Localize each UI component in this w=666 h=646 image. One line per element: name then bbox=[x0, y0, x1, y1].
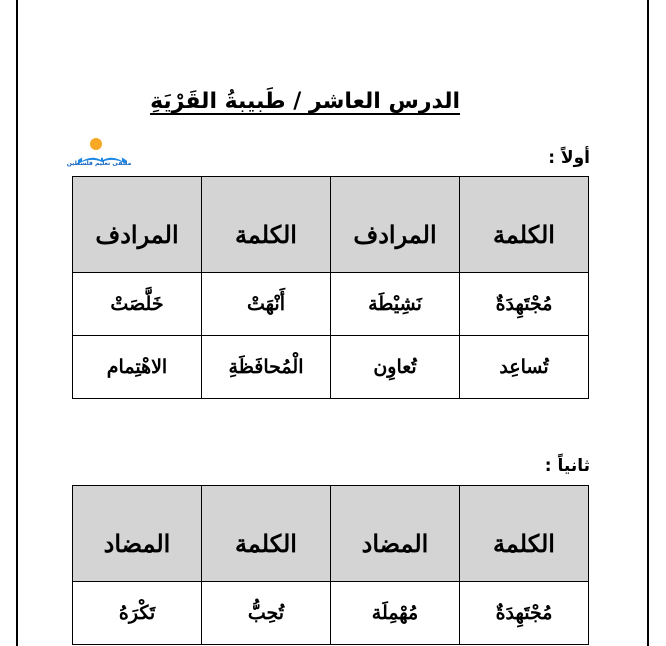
logo-book-icon bbox=[68, 134, 138, 174]
table-cell: نَشِيْطَة bbox=[331, 273, 460, 336]
table-cell: تَكْرَهُ bbox=[73, 582, 202, 645]
table-cell: تُساعِد bbox=[460, 336, 589, 399]
antonyms-table bbox=[72, 485, 589, 645]
synonyms-table bbox=[72, 176, 589, 399]
header-cell: المرادف bbox=[331, 177, 460, 273]
page-right-border bbox=[647, 0, 649, 646]
logo-sun-icon bbox=[90, 138, 102, 150]
table-header-row bbox=[73, 177, 589, 273]
table-row bbox=[73, 582, 589, 645]
header-cell: المضاد bbox=[331, 486, 460, 582]
table-header-row bbox=[73, 486, 589, 582]
logo bbox=[68, 134, 138, 174]
lesson-title-text: الدرس العاشر / طَبيبةُ القَرْيَةِ bbox=[150, 89, 460, 114]
table-cell: مُجْتَهِدَةٌ bbox=[460, 273, 589, 336]
header-cell: الكلمة bbox=[202, 486, 331, 582]
header-cell: الكلمة bbox=[460, 486, 589, 582]
section-1-label: أولاً : bbox=[548, 148, 590, 168]
logo-caption: ملتقى تعليم فلسطين bbox=[66, 160, 132, 167]
table-cell: أَنْهَتْ bbox=[202, 273, 331, 336]
header-cell: المرادف bbox=[73, 177, 202, 273]
table-cell: تُحِبُّ bbox=[202, 582, 331, 645]
table-row bbox=[73, 336, 589, 399]
table-cell: مُجْتَهِدَةٌ bbox=[460, 582, 589, 645]
table-cell: تُعاوِن bbox=[331, 336, 460, 399]
table-cell: مُهْمِلَة bbox=[331, 582, 460, 645]
lesson-title bbox=[150, 82, 460, 122]
table-cell: الْمُحافَظَةِ bbox=[202, 336, 331, 399]
table-row bbox=[73, 273, 589, 336]
page-left-border bbox=[16, 0, 18, 646]
table-cell: الاهْتِمام bbox=[73, 336, 202, 399]
header-cell: الكلمة bbox=[202, 177, 331, 273]
header-cell: الكلمة bbox=[460, 177, 589, 273]
header-cell: المضاد bbox=[73, 486, 202, 582]
section-2-label: ثانياً : bbox=[544, 456, 590, 476]
table-cell: خَلَّصَتْ bbox=[73, 273, 202, 336]
